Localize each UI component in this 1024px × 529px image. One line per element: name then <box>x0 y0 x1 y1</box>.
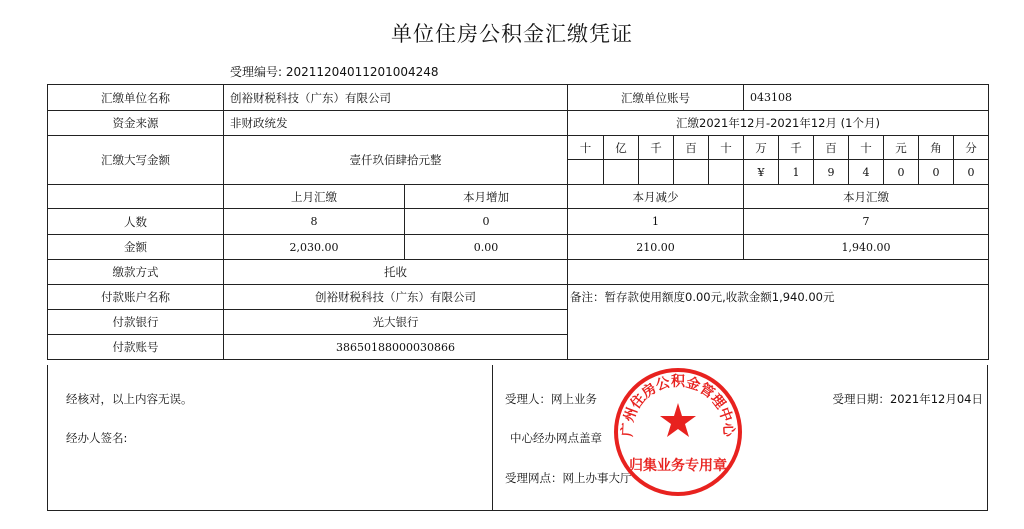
digit-header: 分 <box>954 136 989 160</box>
blank-cell <box>568 260 989 285</box>
digit-value: 4 <box>849 160 884 185</box>
receiver-text: 受理人：网上业务 <box>505 392 597 406</box>
payment-method-label: 缴款方式 <box>48 260 224 285</box>
digit-header: 千 <box>639 136 674 160</box>
unit-account-value: 043108 <box>744 85 989 111</box>
payer-bank-value: 光大银行 <box>224 310 568 335</box>
voucher-table <box>47 84 989 360</box>
stats-header-current: 本月汇缴 <box>744 185 989 209</box>
receipt-number-label: 受理编号: <box>230 65 283 79</box>
period-text: 汇缴2021年12月-2021年12月 (1个月) <box>568 111 989 136</box>
amount-current: 1,940.00 <box>744 235 989 260</box>
payer-name-label: 付款账户名称 <box>48 285 224 310</box>
amount-increase: 0.00 <box>405 235 568 260</box>
digit-value: 0 <box>954 160 989 185</box>
payer-bank-label: 付款银行 <box>48 310 224 335</box>
digit-value <box>604 160 639 185</box>
stats-corner <box>48 185 224 209</box>
digit-value: 1 <box>779 160 814 185</box>
digit-value <box>674 160 709 185</box>
unit-name-value: 创裕财税科技（广东）有限公司 <box>224 85 568 111</box>
seal-sub-text: 归集业务专用章 <box>629 457 727 473</box>
digit-value <box>709 160 744 185</box>
people-prev: 8 <box>224 209 405 235</box>
official-seal <box>612 366 744 498</box>
digit-header: 元 <box>884 136 919 160</box>
center-seal-label: 中心经办网点盖章 <box>510 431 602 445</box>
people-label: 人数 <box>48 209 224 235</box>
digit-header: 亿 <box>604 136 639 160</box>
section-divider <box>492 365 493 510</box>
people-increase: 0 <box>405 209 568 235</box>
seal-text: 广州住房公积金管理中心 <box>618 373 738 438</box>
seal-star-icon <box>660 403 696 437</box>
unit-name-label: 汇缴单位名称 <box>48 85 224 111</box>
handler-signature-label: 经办人签名: <box>66 431 128 445</box>
digit-header: 万 <box>744 136 779 160</box>
amount-prev: 2,030.00 <box>224 235 405 260</box>
digit-value <box>639 160 674 185</box>
digit-value: 9 <box>814 160 849 185</box>
verified-text: 经核对，以上内容无误。 <box>66 392 193 406</box>
digit-value <box>568 160 604 185</box>
digit-header: 十 <box>709 136 744 160</box>
stats-header-prev: 上月汇缴 <box>224 185 405 209</box>
digit-header: 角 <box>919 136 954 160</box>
amount-decrease: 210.00 <box>568 235 744 260</box>
amount-words-value: 壹仟玖佰肆拾元整 <box>224 136 568 185</box>
receipt-number-value: 20211204011201004248 <box>285 65 439 79</box>
stats-header-increase: 本月增加 <box>405 185 568 209</box>
fund-source-value: 非财政统发 <box>224 111 568 136</box>
amount-label: 金额 <box>48 235 224 260</box>
payer-account-value: 38650188000030866 <box>224 335 568 360</box>
receive-date-text: 受理日期：2021年12月04日 <box>832 392 983 406</box>
digit-value: 0 <box>884 160 919 185</box>
digit-header: 百 <box>674 136 709 160</box>
receipt-number-line <box>230 63 439 80</box>
receive-point-text: 受理网点：网上办事大厅 <box>505 471 632 485</box>
people-decrease: 1 <box>568 209 744 235</box>
people-current: 7 <box>744 209 989 235</box>
digit-header: 十 <box>568 136 604 160</box>
signature-section <box>47 365 988 511</box>
digit-value: 0 <box>919 160 954 185</box>
payer-account-label: 付款账号 <box>48 335 224 360</box>
digit-header: 十 <box>849 136 884 160</box>
fund-source-label: 资金来源 <box>48 111 224 136</box>
stats-header-decrease: 本月减少 <box>568 185 744 209</box>
digit-header: 千 <box>779 136 814 160</box>
note-text: 备注：暂存款使用额度0.00元,收款金额1,940.00元 <box>568 285 989 360</box>
digit-header: 百 <box>814 136 849 160</box>
amount-words-label: 汇缴大写金额 <box>48 136 224 185</box>
payer-name-value: 创裕财税科技（广东）有限公司 <box>224 285 568 310</box>
payment-method-value: 托收 <box>224 260 568 285</box>
unit-account-label: 汇缴单位账号 <box>568 85 744 111</box>
page-title: 单位住房公积金汇缴凭证 <box>391 22 633 46</box>
digit-value: ¥ <box>744 160 779 185</box>
